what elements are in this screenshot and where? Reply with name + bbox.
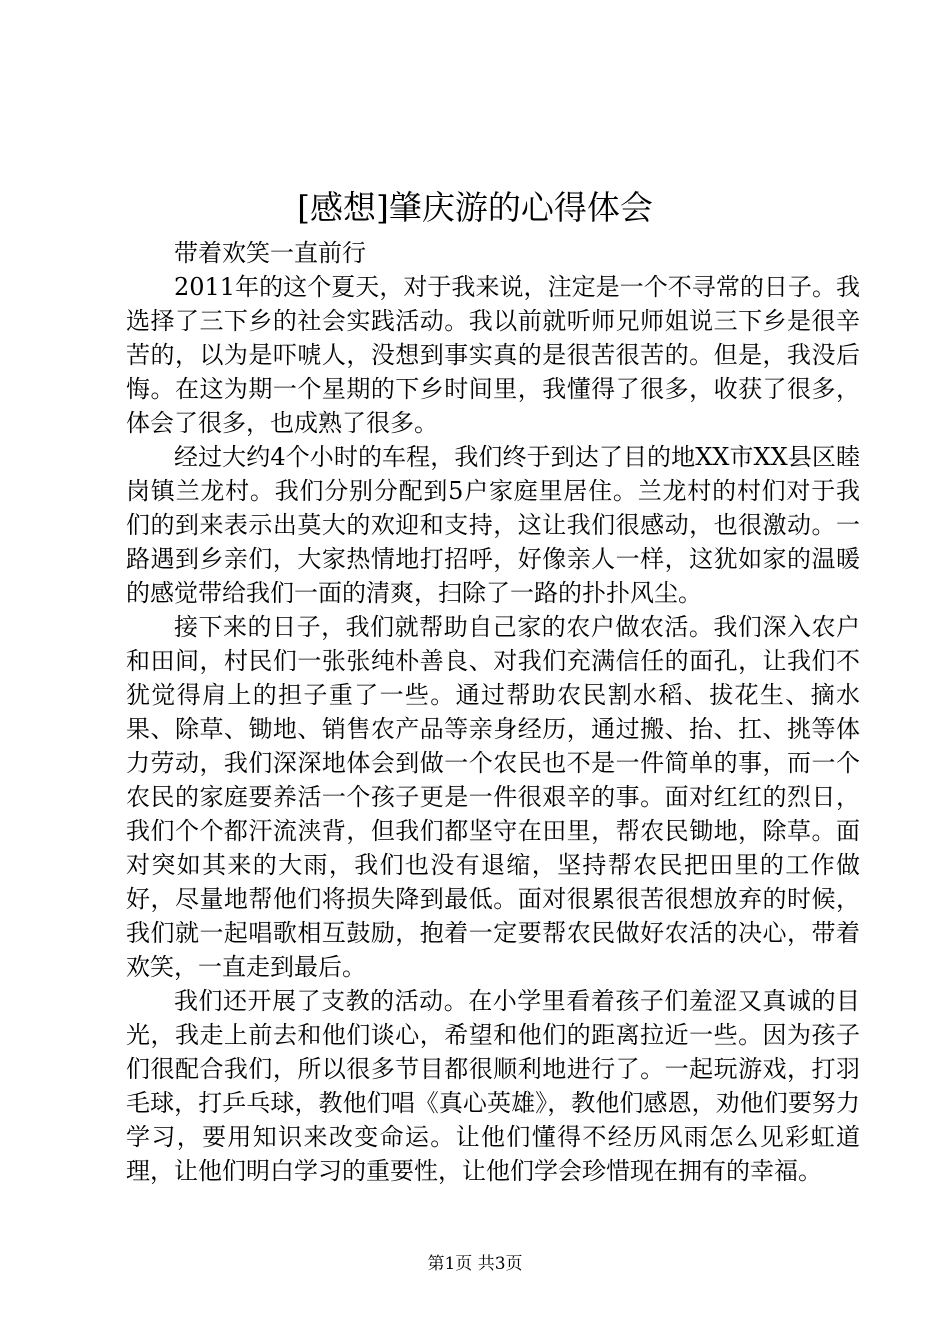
paragraph-1: 2011年的这个夏天，对于我来说，注定是一个不寻常的日子。我选择了三下乡的社会实践活动。我以前就听师兄师姐说三下乡是很辛苦的，以为是吓唬人，没想到事实真的是很苦很苦的。但是，我没后悔。在这为期一个星期的下乡时间里，我懂得了很多，收获了很多，体会了很多，也成熟了很多。: [126, 273, 860, 437]
paragraph-3: 接下来的日子，我们就帮助自己家的农户做农活。我们深入农户和田间，村民们一张张纯朴善良、对我们充满信任的面孔，让我们不犹觉得肩上的担子重了一些。通过帮助农民割水稻、拔花生、摘水果、除草、锄地、销售农产品等亲身经历，通过搬、抬、扛、挑等体力劳动，我们深深地体会到做一个农民也不是一件简单的事，而一个农民的家庭要养活一个孩子更是一件很艰辛的事。面对红红的烈日，我们个个都汗流浃背，但我们都坚守在田里，帮农民锄地，除草。面对突如其来的大雨，我们也没有退缩，坚持帮农民把田里的工作做好，尽量地帮他们将损失降到最低。面对很累很苦很想放弃的时候，我们就一起唱歌相互鼓励，抱着一定要帮农民做好农活的决心，带着欢笑，一直走到最后。: [126, 613, 860, 981]
document-body: [126, 236, 860, 1188]
paragraph-2: 经过大约4个小时的车程，我们终于到达了目的地XX市XX县区睦岗镇兰龙村。我们分别分配到5户家庭里居住。兰龙村的村们对于我们的到来表示出莫大的欢迎和支持，这让我们很感动，也很激动。一路遇到乡亲们，大家热情地打招呼，好像亲人一样，这犹如家的温暖的感觉带给我们一面的清爽，扫除了一路的扑扑风尘。: [126, 443, 860, 607]
paragraph-4: 我们还开展了支教的活动。在小学里看着孩子们羞涩又真诚的目光，我走上前去和他们谈心，希望和他们的距离拉近一些。因为孩子们很配合我们，所以很多节目都很顺利地进行了。一起玩游戏，打羽毛球，打乒乓球，教他们唱《真心英雄》，教他们感恩，劝他们要努力学习，要用知识来改变命运。让他们懂得不经历风雨怎么见彩虹道理，让他们明白学习的重要性，让他们学会珍惜现在拥有的幸福。: [126, 987, 860, 1185]
document-subtitle: 带着欢笑一直前行: [174, 239, 366, 267]
page-number-footer: 第1页 共3页: [427, 1254, 523, 1274]
document-title: [感想]肇庆游的心得体会: [297, 188, 653, 227]
